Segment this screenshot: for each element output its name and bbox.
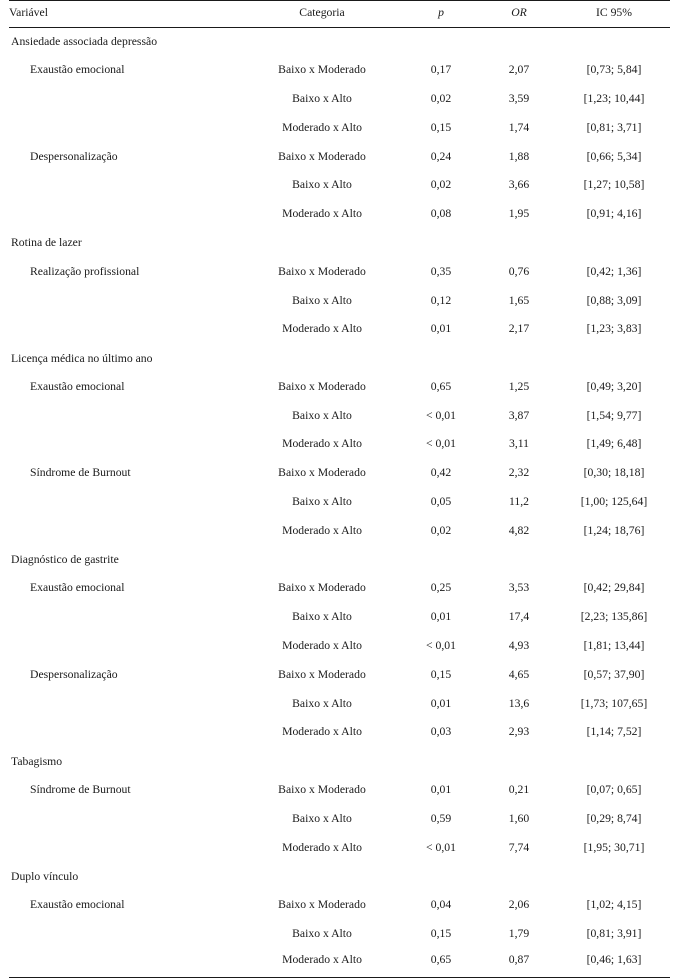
table-section-row bbox=[9, 229, 670, 258]
category-cell bbox=[242, 344, 402, 373]
variable-label bbox=[9, 315, 242, 344]
p-value-cell: 0,12 bbox=[430, 293, 452, 307]
category-cell bbox=[242, 747, 402, 776]
confidence-interval-cell: [1,49; 6,48] bbox=[586, 437, 642, 451]
confidence-interval-cell bbox=[558, 229, 670, 258]
confidence-interval-cell bbox=[558, 344, 670, 373]
category-cell: Baixo x Alto bbox=[292, 811, 352, 825]
table-row bbox=[9, 488, 670, 517]
table-row bbox=[9, 805, 670, 834]
confidence-interval-cell: [0,07; 0,65] bbox=[586, 783, 642, 797]
confidence-interval-cell: [1,24; 18,76] bbox=[583, 523, 645, 537]
odds-ratio-cell: 3,53 bbox=[508, 581, 530, 595]
variable-label bbox=[9, 287, 242, 316]
odds-ratio-cell: 0,87 bbox=[480, 949, 558, 978]
odds-ratio-cell bbox=[480, 344, 558, 373]
variable-label: Despersonalização bbox=[30, 149, 118, 163]
table-section-row bbox=[9, 747, 670, 776]
odds-ratio-cell: 1,74 bbox=[508, 120, 530, 134]
category-cell: Moderado x Alto bbox=[282, 437, 362, 451]
table-row bbox=[9, 603, 670, 632]
category-cell: Baixo x Alto bbox=[292, 293, 352, 307]
table-row bbox=[9, 171, 670, 200]
table-section-row bbox=[9, 862, 670, 891]
section-label: Diagnóstico de gastrite bbox=[11, 553, 119, 567]
table-row bbox=[9, 949, 670, 978]
category-cell: Moderado x Alto bbox=[282, 523, 362, 537]
p-value-cell: 0,08 bbox=[430, 207, 452, 221]
category-cell: Baixo x Alto bbox=[292, 408, 352, 422]
variable-label bbox=[9, 517, 242, 546]
table-row bbox=[9, 632, 670, 661]
confidence-interval-cell bbox=[558, 546, 670, 575]
table-row bbox=[9, 200, 670, 229]
odds-ratio-cell: 13,6 bbox=[508, 696, 530, 710]
p-value-cell: 0,02 bbox=[430, 523, 452, 537]
odds-ratio-cell: 4,65 bbox=[508, 667, 530, 681]
odds-ratio-cell: 1,65 bbox=[508, 293, 530, 307]
p-value-cell: 0,17 bbox=[430, 63, 452, 77]
odds-ratio-cell: 4,93 bbox=[508, 639, 530, 653]
category-cell: Moderado x Alto bbox=[282, 725, 362, 739]
section-label: Rotina de lazer bbox=[11, 236, 82, 250]
confidence-interval-cell: [0,81; 3,91] bbox=[586, 927, 642, 941]
p-value-cell: 0,01 bbox=[430, 322, 452, 336]
confidence-interval-cell bbox=[558, 27, 670, 56]
table-row bbox=[9, 776, 670, 805]
p-value-cell: < 0,01 bbox=[426, 840, 456, 854]
column-header-odds-ratio: OR bbox=[480, 1, 558, 28]
confidence-interval-cell: [0,73; 5,84] bbox=[586, 63, 642, 77]
p-value-cell: < 0,01 bbox=[426, 437, 456, 451]
odds-ratio-cell: 2,32 bbox=[508, 466, 530, 480]
confidence-interval-cell: [1,23; 10,44] bbox=[583, 91, 645, 105]
p-value-cell: 0,24 bbox=[430, 149, 452, 163]
variable-label: Exaustão emocional bbox=[30, 379, 125, 393]
p-value-cell bbox=[402, 229, 480, 258]
table-row bbox=[9, 575, 670, 604]
variable-label bbox=[9, 431, 242, 460]
confidence-interval-cell: [1,14; 7,52] bbox=[586, 725, 642, 739]
p-value-cell: 0,65 bbox=[402, 949, 480, 978]
category-cell: Baixo x Moderado bbox=[278, 379, 366, 393]
odds-ratio-cell: 11,2 bbox=[508, 495, 530, 509]
confidence-interval-cell: [0,66; 5,34] bbox=[586, 149, 642, 163]
variable-label bbox=[9, 200, 242, 229]
odds-ratio-cell bbox=[480, 862, 558, 891]
variable-label bbox=[9, 718, 242, 747]
p-value-cell: 0,02 bbox=[430, 91, 452, 105]
table-row bbox=[9, 718, 670, 747]
confidence-interval-cell: [0,81; 3,71] bbox=[586, 120, 642, 134]
odds-ratio-cell bbox=[480, 747, 558, 776]
table-row bbox=[9, 402, 670, 431]
variable-label: Exaustão emocional bbox=[30, 581, 125, 595]
variable-label bbox=[9, 171, 242, 200]
p-value-cell: 0,35 bbox=[430, 264, 452, 278]
table-header bbox=[9, 1, 670, 28]
category-cell: Baixo x Moderado bbox=[278, 581, 366, 595]
confidence-interval-cell: [1,81; 13,44] bbox=[583, 639, 645, 653]
p-value-cell: 0,42 bbox=[430, 466, 452, 480]
odds-ratio-cell: 2,93 bbox=[508, 725, 530, 739]
category-cell: Moderado x Alto bbox=[282, 322, 362, 336]
odds-ratio-cell: 3,11 bbox=[508, 437, 530, 451]
odds-ratio-cell: 7,74 bbox=[508, 840, 530, 854]
category-cell bbox=[242, 862, 402, 891]
confidence-interval-cell: [1,54; 9,77] bbox=[586, 408, 642, 422]
category-cell: Moderado x Alto bbox=[282, 120, 362, 134]
p-value-cell: 0,03 bbox=[430, 725, 452, 739]
variable-label bbox=[9, 834, 242, 863]
p-value-cell: 0,15 bbox=[430, 120, 452, 134]
table-row bbox=[9, 258, 670, 287]
confidence-interval-cell bbox=[558, 747, 670, 776]
confidence-interval-cell: [1,27; 10,58] bbox=[583, 178, 645, 192]
p-value-cell: 0,65 bbox=[430, 379, 452, 393]
table-row bbox=[9, 315, 670, 344]
table-body bbox=[9, 27, 670, 977]
category-cell: Baixo x Alto bbox=[292, 91, 352, 105]
table-section-row bbox=[9, 27, 670, 56]
odds-ratio-cell: 2,06 bbox=[508, 898, 530, 912]
category-cell: Baixo x Alto bbox=[292, 927, 352, 941]
p-value-cell bbox=[402, 27, 480, 56]
p-value-cell: 0,01 bbox=[430, 783, 452, 797]
p-value-cell: 0,25 bbox=[430, 581, 452, 595]
odds-ratio-cell bbox=[480, 546, 558, 575]
variable-label bbox=[9, 805, 242, 834]
table-row bbox=[9, 114, 670, 143]
p-value-cell: 0,15 bbox=[430, 667, 452, 681]
category-cell: Baixo x Moderado bbox=[278, 783, 366, 797]
p-value-cell: 0,04 bbox=[430, 898, 452, 912]
section-label: Licença médica no último ano bbox=[11, 351, 153, 365]
confidence-interval-cell: [0,42; 1,36] bbox=[586, 264, 642, 278]
category-cell: Moderado x Alto bbox=[282, 639, 362, 653]
p-value-cell: 0,15 bbox=[430, 927, 452, 941]
confidence-interval-cell: [1,02; 4,15] bbox=[586, 898, 642, 912]
odds-ratio-cell bbox=[480, 229, 558, 258]
table-row bbox=[9, 459, 670, 488]
table-header-row bbox=[9, 1, 670, 28]
category-cell: Baixo x Moderado bbox=[278, 667, 366, 681]
confidence-interval-cell: [2,23; 135,86] bbox=[580, 610, 648, 624]
table-row bbox=[9, 287, 670, 316]
category-cell: Baixo x Moderado bbox=[278, 466, 366, 480]
variable-label bbox=[9, 488, 242, 517]
variable-label bbox=[9, 114, 242, 143]
variable-label bbox=[9, 85, 242, 114]
table-row bbox=[9, 56, 670, 85]
odds-ratio-cell: 17,4 bbox=[508, 610, 530, 624]
table-row bbox=[9, 920, 670, 949]
variable-label: Despersonalização bbox=[30, 667, 118, 681]
category-cell: Baixo x Moderado bbox=[278, 149, 366, 163]
category-cell: Baixo x Alto bbox=[292, 610, 352, 624]
category-cell: Baixo x Moderado bbox=[278, 264, 366, 278]
variable-label bbox=[9, 949, 242, 978]
category-cell bbox=[242, 229, 402, 258]
confidence-interval-cell: [0,46; 1,63] bbox=[558, 949, 670, 978]
statistics-table bbox=[9, 0, 670, 978]
confidence-interval-cell: [1,95; 30,71] bbox=[583, 840, 645, 854]
category-cell: Moderado x Alto bbox=[282, 207, 362, 221]
variable-label: Síndrome de Burnout bbox=[30, 466, 131, 480]
odds-ratio-cell: 3,66 bbox=[508, 178, 530, 192]
p-value-cell bbox=[402, 747, 480, 776]
odds-ratio-cell: 2,07 bbox=[508, 63, 530, 77]
variable-label bbox=[9, 632, 242, 661]
variable-label: Síndrome de Burnout bbox=[30, 783, 131, 797]
confidence-interval-cell: [1,73; 107,65] bbox=[580, 696, 648, 710]
confidence-interval-cell: [0,49; 3,20] bbox=[586, 379, 642, 393]
variable-label bbox=[9, 690, 242, 719]
category-cell: Baixo x Alto bbox=[292, 178, 352, 192]
odds-ratio-cell: 1,95 bbox=[508, 207, 530, 221]
category-cell: Moderado x Alto bbox=[282, 840, 362, 854]
confidence-interval-cell: [0,30; 18,18] bbox=[583, 466, 645, 480]
section-label: Ansiedade associada depressão bbox=[11, 35, 158, 49]
category-cell bbox=[242, 546, 402, 575]
p-value-cell bbox=[402, 546, 480, 575]
table-row bbox=[9, 517, 670, 546]
table-section-row bbox=[9, 546, 670, 575]
table-row bbox=[9, 373, 670, 402]
odds-ratio-cell bbox=[480, 27, 558, 56]
confidence-interval-cell bbox=[558, 862, 670, 891]
category-cell: Moderado x Alto bbox=[242, 949, 402, 978]
column-header-confidence-interval: IC 95% bbox=[558, 1, 670, 28]
table-row bbox=[9, 690, 670, 719]
variable-label: Exaustão emocional bbox=[30, 898, 125, 912]
odds-ratio-cell: 1,60 bbox=[508, 811, 530, 825]
p-value-cell: 0,05 bbox=[430, 495, 452, 509]
odds-ratio-cell: 3,87 bbox=[508, 408, 530, 422]
odds-ratio-cell: 4,82 bbox=[508, 523, 530, 537]
odds-ratio-cell: 1,25 bbox=[508, 379, 530, 393]
confidence-interval-cell: [1,00; 125,64] bbox=[580, 495, 648, 509]
confidence-interval-cell: [1,23; 3,83] bbox=[586, 322, 642, 336]
p-value-cell: < 0,01 bbox=[426, 639, 456, 653]
category-cell: Baixo x Alto bbox=[292, 696, 352, 710]
section-label: Duplo vínculo bbox=[11, 869, 79, 883]
variable-label: Exaustão emocional bbox=[30, 63, 125, 77]
table-row bbox=[9, 834, 670, 863]
confidence-interval-cell: [0,29; 8,74] bbox=[586, 811, 642, 825]
table-row bbox=[9, 431, 670, 460]
variable-label bbox=[9, 402, 242, 431]
table-row bbox=[9, 891, 670, 920]
p-value-cell bbox=[402, 862, 480, 891]
confidence-interval-cell: [0,91; 4,16] bbox=[586, 207, 642, 221]
p-value-cell: 0,02 bbox=[430, 178, 452, 192]
odds-ratio-cell: 2,17 bbox=[508, 322, 530, 336]
variable-label bbox=[9, 920, 242, 949]
odds-ratio-cell: 0,76 bbox=[508, 264, 530, 278]
odds-ratio-cell: 3,59 bbox=[508, 91, 530, 105]
odds-ratio-cell: 1,79 bbox=[508, 927, 530, 941]
category-cell: Baixo x Alto bbox=[292, 495, 352, 509]
odds-ratio-cell: 0,21 bbox=[508, 783, 530, 797]
odds-ratio-cell: 1,88 bbox=[508, 149, 530, 163]
column-header-variavel: Variável bbox=[9, 1, 242, 28]
p-value-cell: 0,59 bbox=[430, 811, 452, 825]
column-header-p-value: p bbox=[402, 1, 480, 28]
section-label: Tabagismo bbox=[11, 754, 63, 768]
p-value-cell: < 0,01 bbox=[426, 408, 456, 422]
category-cell: Baixo x Moderado bbox=[278, 63, 366, 77]
p-value-cell bbox=[402, 344, 480, 373]
variable-label: Realização profissional bbox=[30, 264, 140, 278]
confidence-interval-cell: [0,88; 3,09] bbox=[586, 293, 642, 307]
confidence-interval-cell: [0,42; 29,84] bbox=[583, 581, 645, 595]
category-cell bbox=[242, 27, 402, 56]
p-value-cell: 0,01 bbox=[430, 696, 452, 710]
category-cell: Baixo x Moderado bbox=[278, 898, 366, 912]
table-row bbox=[9, 143, 670, 172]
table-section-row bbox=[9, 344, 670, 373]
table-row bbox=[9, 661, 670, 690]
table-row bbox=[9, 85, 670, 114]
confidence-interval-cell: [0,57; 37,90] bbox=[583, 667, 645, 681]
variable-label bbox=[9, 603, 242, 632]
column-header-categoria: Categoria bbox=[242, 1, 402, 28]
p-value-cell: 0,01 bbox=[430, 610, 452, 624]
